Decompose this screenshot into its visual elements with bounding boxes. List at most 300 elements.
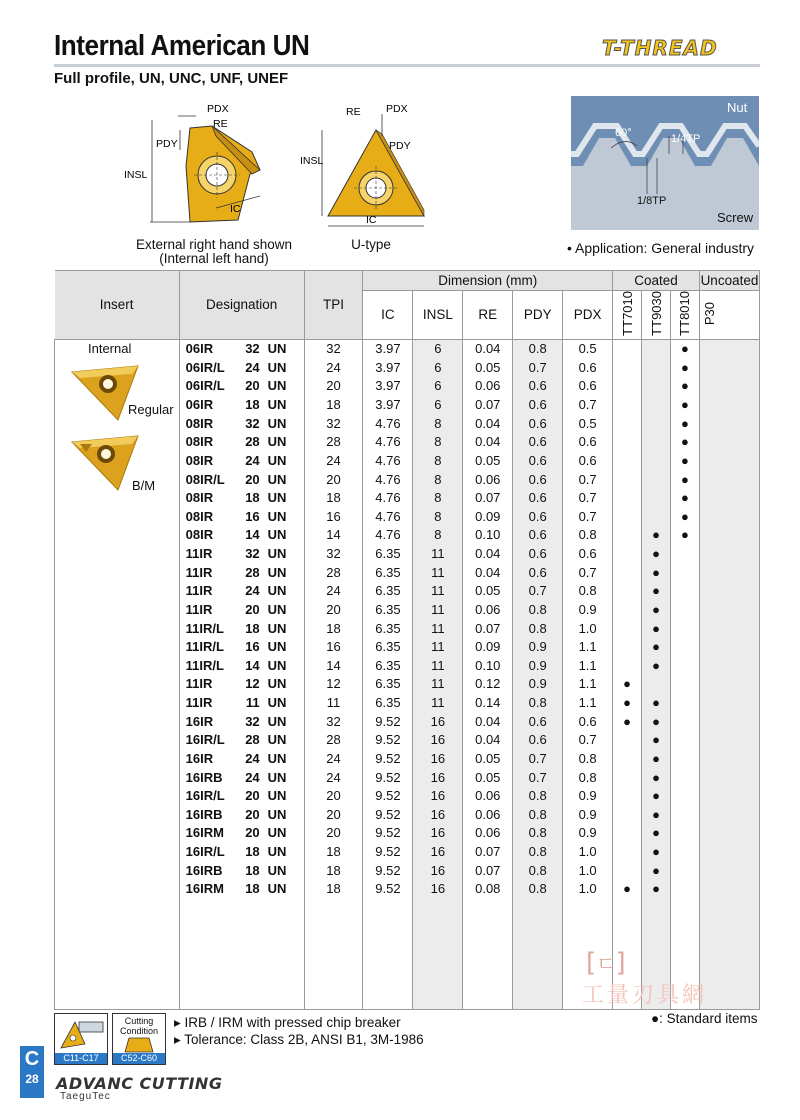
insl-cell: 16 [413,861,463,880]
grade-cell [613,805,642,824]
pdy-cell: 0.8 [513,805,563,824]
page-number: 28 [25,1072,39,1086]
pdx-cell: 0.5 [563,339,613,358]
designation-cell [179,712,304,731]
designation-code: 08IR [185,527,214,543]
page-subtitle: Full profile, UN, UNC, UNF, UNEF [54,70,289,87]
designation-tpi: 20 [245,471,260,487]
grade-cell: ● [642,786,671,805]
standard-items-legend: ●: Standard items [651,1011,758,1026]
pdx-cell: 0.8 [563,526,613,545]
grade-cell: ● [642,861,671,880]
designation-cell [179,339,304,358]
col-tt9030: TT9030 [648,291,664,336]
grade-cell [670,581,699,600]
ic-cell: 6.35 [363,693,413,712]
ic-cell: 6.35 [363,563,413,582]
pdy-cell: 0.7 [513,358,563,377]
icon2-title-2: Condition [119,1026,159,1036]
re-cell: 0.07 [463,842,513,861]
pdy-cell: 0.6 [513,377,563,396]
angle-label: 60° [615,127,632,139]
designation-tpi: 18 [245,862,260,878]
designation-code: 08IR [185,434,214,450]
re-cell: 0.04 [463,432,513,451]
designation-cell [179,563,304,582]
pdy-cell: 0.6 [513,526,563,545]
designation-cell [179,879,304,898]
pdy-cell: 0.6 [513,544,563,563]
insl-cell: 11 [413,619,463,638]
re-cell: 0.12 [463,675,513,694]
grade-cell [613,861,642,880]
designation-tpi: 20 [245,378,260,394]
re-label-u: RE [346,106,361,118]
tpi-cell: 24 [304,581,363,600]
re-cell: 0.10 [463,656,513,675]
grade-cell [670,842,699,861]
grade-cell [670,600,699,619]
quarter-tp-label: 1/4TP [671,133,701,145]
insl-cell: 8 [413,526,463,545]
grade-cell [699,619,759,638]
designation-code: 08IR [185,490,214,506]
pdy-cell: 0.9 [513,656,563,675]
grade-cell [613,619,642,638]
grade-cell [613,470,642,489]
ic-cell [363,973,413,992]
pdy-cell: 0.8 [513,824,563,843]
note-2-text: Tolerance: Class 2B, ANSI B1, 3M-1986 [184,1032,424,1047]
re-cell: 0.09 [463,637,513,656]
designation-standard: UN [267,844,287,859]
designation-tpi: 28 [245,564,260,580]
designation-tpi: 32 [245,341,260,357]
pdx-cell: 0.9 [563,805,613,824]
designation-standard: UN [267,452,287,468]
insert-diagram-right [300,100,450,240]
col-ic: IC [363,291,413,340]
advance-cutting-logo: ADVANC CUTTING [56,1074,223,1093]
grade-cell [613,488,642,507]
grade-cell: ● [642,730,671,749]
re-cell: 0.05 [463,358,513,377]
designation-cell [179,507,304,526]
nut-label: Nut [727,100,748,115]
grade-cell: ● [670,507,699,526]
pdx-cell: 0.7 [563,470,613,489]
grade-cell [699,395,759,414]
grade-cell: ● [642,824,671,843]
footer-notes [174,1014,424,1048]
grade-cell [642,917,671,936]
designation-code: 11IR/L [185,639,224,655]
grade-cell [670,693,699,712]
grade-cell: ● [642,712,671,731]
grade-cell [670,917,699,936]
application-text: Application: General industry [575,240,755,256]
re-cell [463,935,513,954]
designation-cell [179,991,304,1010]
re-cell: 0.05 [463,768,513,787]
pdx-label: PDX [207,103,229,115]
ic-cell [363,898,413,917]
tpi-cell: 20 [304,600,363,619]
pdx-cell: 0.6 [563,544,613,563]
grade-cell [670,879,699,898]
pdx-cell: 0.8 [563,749,613,768]
designation-standard: UN [267,601,287,617]
re-cell: 0.06 [463,377,513,396]
insl-cell: 8 [413,488,463,507]
pdx-cell: 0.6 [563,712,613,731]
eighth-tp-label: 1/8TP [637,195,667,207]
grade-cell [670,824,699,843]
grade-cell [613,377,642,396]
pdy-cell: 0.6 [513,395,563,414]
grade-cell [670,619,699,638]
grade-cell [699,563,759,582]
tpi-cell: 24 [304,768,363,787]
designation-standard: UN [267,657,287,673]
icon2-title-1: Cutting [124,1016,154,1026]
designation-cell [179,898,304,917]
designation-code: 08IR [185,415,214,431]
ic-cell: 9.52 [363,842,413,861]
grade-cell [642,451,671,470]
tpi-cell: 20 [304,786,363,805]
cutting-condition-icon[interactable] [112,1013,166,1065]
tpi-cell [304,935,363,954]
pdy-cell: 0.6 [513,414,563,433]
designation-tpi: 24 [245,583,260,599]
pdy-cell: 0.6 [513,563,563,582]
section-tab [20,1046,44,1098]
insl-cell: 6 [413,377,463,396]
application-note: • Application: General industry [567,240,755,256]
grade-cell: ● [642,749,671,768]
grade-cell: ● [642,842,671,861]
pdx-cell: 0.8 [563,581,613,600]
pdy-cell [513,954,563,973]
col-designation: Designation [179,271,304,340]
taegutec-logo: TaeguTec [60,1091,111,1102]
ic-cell: 4.76 [363,507,413,526]
designation-tpi: 28 [245,434,260,450]
pdy-cell: 0.8 [513,879,563,898]
insl-cell: 8 [413,432,463,451]
grade-cell: ● [642,544,671,563]
pdx-cell: 0.7 [563,507,613,526]
designation-cell [179,693,304,712]
grade-cell [699,544,759,563]
grade-cell [642,358,671,377]
designation-code: 16IR/L [185,788,225,804]
designation-standard: UN [267,695,287,710]
grade-cell [670,637,699,656]
ic-cell: 4.76 [363,414,413,433]
pdy-cell: 0.6 [513,730,563,749]
grade-cell [699,693,759,712]
designation-cell [179,395,304,414]
designation-cell [179,544,304,563]
pdx-cell: 0.7 [563,488,613,507]
insl-cell: 11 [413,637,463,656]
insl-cell: 16 [413,824,463,843]
grade-cell: ● [642,637,671,656]
col-tt8010: TT8010 [677,291,693,336]
grade-cell [699,991,759,1010]
designation-code: 16IRM [185,881,224,897]
grade-cell [613,768,642,787]
pdy-cell: 0.8 [513,600,563,619]
designation-standard: UN [267,378,287,394]
designation-code: 11IR [185,564,213,580]
designation-code: 08IR [185,508,214,524]
col-tt7010: TT7010 [619,291,635,336]
designation-cell [179,954,304,973]
insl-cell: 11 [413,544,463,563]
grade-cell [699,656,759,675]
u-type-caption: U-type [351,237,391,252]
grade-cell: ● [642,563,671,582]
re-cell: 0.05 [463,451,513,470]
designation-tpi: 14 [245,657,260,673]
pdy-cell: 0.8 [513,693,563,712]
designation-cell [179,749,304,768]
insl-cell: 16 [413,805,463,824]
designation-tpi: 18 [245,490,260,506]
pdy-cell: 0.9 [513,675,563,694]
designation-standard: UN [267,862,287,878]
designation-tpi: 20 [245,825,260,841]
tpi-cell: 18 [304,879,363,898]
insl-cell: 16 [413,768,463,787]
grade-cell [670,898,699,917]
grade-cell: ● [642,526,671,545]
pdx-cell: 1.0 [563,842,613,861]
pdy-cell: 0.6 [513,488,563,507]
tpi-cell: 28 [304,563,363,582]
grade-cell [699,488,759,507]
grade-cell [613,358,642,377]
grade-cell [613,339,642,358]
re-cell: 0.07 [463,488,513,507]
ic-cell: 9.52 [363,879,413,898]
grade-cell [699,749,759,768]
re-cell: 0.07 [463,619,513,638]
designation-code: 08IR/L [185,471,225,487]
tpi-cell: 32 [304,414,363,433]
grade-cell [699,712,759,731]
grade-cell: ● [670,470,699,489]
pdx-cell: 1.1 [563,675,613,694]
insl-cell: 11 [413,675,463,694]
designation-cell [179,824,304,843]
grade-cell [699,805,759,824]
grade-cell [670,861,699,880]
designation-cell [179,414,304,433]
grade-cell [613,395,642,414]
grade-cell [613,526,642,545]
grade-cell [670,656,699,675]
grade-cell [670,563,699,582]
grade-cell [699,470,759,489]
ic-cell: 9.52 [363,786,413,805]
designation-tpi: 18 [245,844,260,859]
grade-cell [699,935,759,954]
designation-standard: UN [267,806,287,822]
designation-cell [179,786,304,805]
tpi-cell: 16 [304,637,363,656]
insl-cell: 8 [413,451,463,470]
insl-cell [413,973,463,992]
grade-cell: ● [670,358,699,377]
designation-tpi: 18 [245,881,260,897]
insl-cell: 16 [413,730,463,749]
grade-cell [670,712,699,731]
designation-code: 08IR [185,452,214,468]
tpi-cell: 18 [304,861,363,880]
grade-cell [613,730,642,749]
grade-cell: ● [642,619,671,638]
tpi-cell: 14 [304,656,363,675]
re-cell: 0.06 [463,805,513,824]
grade-cell [699,879,759,898]
insert-diagram-left [120,100,310,240]
tpi-cell: 28 [304,432,363,451]
ic-cell: 9.52 [363,805,413,824]
tpi-cell: 18 [304,395,363,414]
ic-cell: 6.35 [363,675,413,694]
grade-cell: ● [670,377,699,396]
pdx-cell: 0.8 [563,768,613,787]
designation-code: 11IR [185,695,213,710]
designation-code: 11IR [185,546,213,561]
ic-cell: 3.97 [363,395,413,414]
pdy-cell: 0.8 [513,861,563,880]
designation-standard: UN [267,881,287,897]
pdx-cell [563,898,613,917]
re-cell [463,991,513,1010]
page-title: Internal American UN [54,30,310,62]
insl-cell: 6 [413,395,463,414]
ic-cell: 6.35 [363,656,413,675]
designation-cell [179,470,304,489]
tpi-cell: 18 [304,842,363,861]
grade-cell [699,339,759,358]
grade-cell [699,600,759,619]
pdy-cell: 0.8 [513,842,563,861]
grade-cell [670,544,699,563]
grade-cell [699,917,759,936]
pdy-cell: 0.6 [513,712,563,731]
designation-code: 16IRM [185,825,224,841]
ic-cell: 4.76 [363,526,413,545]
designation-cell [179,805,304,824]
pdx-cell: 1.1 [563,693,613,712]
ic-cell: 9.52 [363,824,413,843]
grade-cell [699,768,759,787]
designation-cell [179,581,304,600]
designation-cell [179,973,304,992]
designation-code: 16IRB [185,769,223,785]
pdy-cell: 0.6 [513,507,563,526]
designation-tpi: 28 [245,732,260,748]
pdy-cell: 0.7 [513,749,563,768]
grade-cell [699,358,759,377]
designation-tpi: 14 [245,527,260,543]
grade-cell: ● [670,414,699,433]
designation-code: 16IR/L [185,732,225,748]
pdy-cell: 0.9 [513,637,563,656]
grade-cell [613,656,642,675]
grade-cell [642,377,671,396]
insl-cell: 11 [413,600,463,619]
designation-cell [179,488,304,507]
designation-standard: UN [267,471,287,487]
thread-profile-diagram [571,96,759,230]
designation-cell [179,675,304,694]
designation-tpi: 18 [245,397,260,412]
icon1-label: C11-C17 [55,1053,107,1064]
designation-cell [179,526,304,545]
pdx-cell: 0.6 [563,432,613,451]
ic-label-u: IC [366,214,377,226]
grade-cell: ● [613,693,642,712]
col-pdx: PDX [563,291,613,340]
designation-code: 11IR/L [185,657,224,673]
tpi-cell: 20 [304,824,363,843]
tpi-cell [304,917,363,936]
ic-cell: 3.97 [363,358,413,377]
grade-cell [613,749,642,768]
insl-cell: 8 [413,414,463,433]
designation-code: 06IR [185,341,214,357]
grade-cell: ● [642,879,671,898]
re-cell: 0.06 [463,786,513,805]
re-cell: 0.04 [463,414,513,433]
insl-cell: 11 [413,581,463,600]
ic-cell: 3.97 [363,339,413,358]
grade-cell [699,637,759,656]
insert-reference-icon[interactable] [54,1013,108,1065]
grade-cell [613,898,642,917]
tpi-cell: 14 [304,526,363,545]
designation-code: 16IRB [185,806,223,822]
designation-standard: UN [267,620,287,636]
col-tpi: TPI [304,271,363,340]
grade-cell: ● [613,879,642,898]
re-cell: 0.08 [463,879,513,898]
insl-cell: 16 [413,879,463,898]
grade-cell [699,377,759,396]
grade-cell: ● [642,693,671,712]
watermark: [​ㄷ] 工量刃具網 [582,948,708,1008]
pdx-cell: 1.0 [563,879,613,898]
re-cell: 0.04 [463,563,513,582]
internal-label: Internal [88,341,132,356]
designation-code: 06IR/L [185,359,225,375]
insl-label-u: INSL [300,155,324,167]
grade-cell: ● [642,600,671,619]
pdy-cell: 0.7 [513,768,563,787]
re-label: RE [213,118,228,130]
grade-cell [642,675,671,694]
grade-cell [613,581,642,600]
insl-cell [413,917,463,936]
designation-code: 16IR/L [185,844,225,859]
